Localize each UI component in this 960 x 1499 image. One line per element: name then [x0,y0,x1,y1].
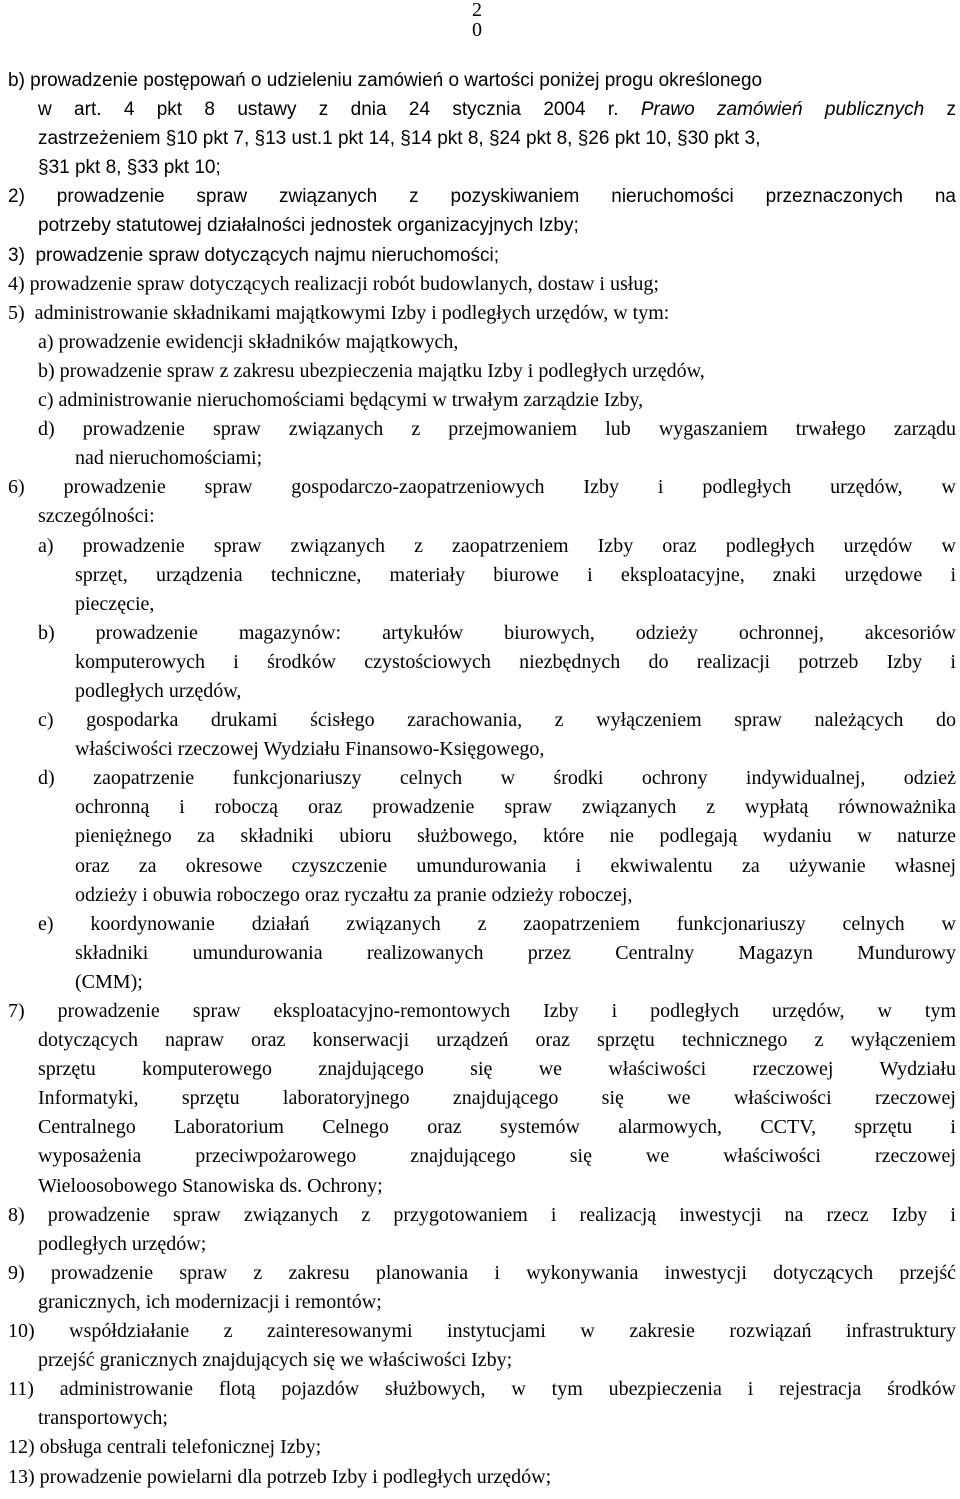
text-line: §31 pkt 8, §33 pkt 10; [38,157,221,179]
text-line: składniki umundurowania realizowanych przez Centralny Magazyn Mundurowy [75,941,956,964]
page-number [470,0,484,40]
text-line: właściwości rzeczowej Wydziału Finansowo-Księgowego, [75,738,545,761]
text-line: sprzęt, urządzenia techniczne, materiały biurowe i eksploatacyjne, znaki urzędowe i [75,563,956,586]
text-line: nad nieruchomościami; [75,447,263,470]
text-line: szczególności: [38,505,155,528]
text-segment: z [924,99,956,121]
text-line: e) koordynowanie działań związanych z zaopatrzeniem funkcjonariuszy celnych w [38,912,956,935]
text-line: 4) prowadzenie spraw dotyczących realizacji robót budowlanych, dostaw i usług; [8,272,659,295]
text-line: d) zaopatrzenie funkcjonariuszy celnych w środki ochrony indywidualnej, odzież [38,767,956,790]
text-line: b) prowadzenie spraw z zakresu ubezpieczenia majątku Izby i podległych urzędów, [38,359,705,382]
text-line: b) prowadzenie postępowań o udzieleniu zamówień o wartości poniżej progu określonego [8,70,763,91]
text-line: wyposażenia przeciwpożarowego znajdującego się we właściwości rzeczowej [38,1145,956,1168]
page-number-digit-1: 2 [472,0,482,21]
text-line: 8) prowadzenie spraw związanych z przygotowaniem i realizacją inwestycji na rzecz Izby i [8,1203,956,1226]
text-line: b) prowadzenie magazynów: artykułów biurowych, odzieży ochronnej, akcesoriów [38,621,956,644]
text-line: Informatyki, sprzętu laboratoryjnego znajdującego się we właściwości rzeczowej [38,1087,956,1110]
text-line: 9) prowadzenie spraw z zakresu planowania i wykonywania inwestycji dotyczących przejść [8,1261,956,1284]
text-line: 5) administrowanie składnikami majątkowymi Izby i podległych urzędów, w tym: [8,301,670,324]
text-line: transportowych; [38,1407,168,1430]
text-line: (CMM); [75,970,143,993]
text-line: d) prowadzenie spraw związanych z przejmowaniem lub wygaszaniem trwałego zarządu [38,418,956,441]
text-line: 13) prowadzenie powielarni dla potrzeb Izby i podległych urzędów; [8,1465,552,1488]
text-line: 7) prowadzenie spraw eksploatacyjno-remontowych Izby i podległych urzędów, w tym [8,1000,956,1022]
text-line: sprzętu komputerowego znajdującego się we właściwości rzeczowej Wydziału [38,1058,956,1081]
italic-title: Prawo zamówień publicznych [640,99,925,121]
text-line: a) prowadzenie ewidencji składników majątkowych, [38,330,459,353]
text-line: granicznych, ich modernizacji i remontów; [38,1290,382,1313]
text-line: 11) administrowanie flotą pojazdów służbowych, w tym ubezpieczenia i rejestracja środków [8,1378,956,1401]
text-line: oraz za okresowe czyszczenie umundurowania i ekwiwalentu za używanie własnej [75,854,956,877]
text-line: Centralnego Laboratorium Celnego oraz systemów alarmowych, CCTV, sprzętu i [38,1116,956,1139]
text-line: pieniężnego za składniki ubioru służbowego, które nie podlegają wydaniu w naturze [75,825,956,848]
text-line: komputerowych i środków czystościowych niezbędnych do realizacji potrzeb Izby i [75,650,956,673]
text-line: c) administrowanie nieruchomościami będącymi w trwałym zarządzie Izby, [38,389,644,412]
text-line: a) prowadzenie spraw związanych z zaopatrzeniem Izby oraz podległych urzędów w [38,534,956,557]
text-line: 2) prowadzenie spraw związanych z pozyskiwaniem nieruchomości przeznaczonych na [8,186,956,208]
text-line: dotyczących napraw oraz konserwacji urządzeń oraz sprzętu technicznego z wyłączeniem [38,1029,956,1052]
text-line: 6) prowadzenie spraw gospodarczo-zaopatrzeniowych Izby i podległych urzędów, w [8,476,956,499]
text-line: przejść granicznych znajdujących się we właściwości Izby; [38,1349,513,1372]
document-body [8,66,956,1492]
text-line: ochronną i roboczą oraz prowadzenie spraw związanych z wypłatą równoważnika [75,796,956,819]
text-line: Wieloosobowego Stanowiska ds. Ochrony; [38,1174,383,1197]
text-line: 3) prowadzenie spraw dotyczących najmu nieruchomości; [8,244,500,266]
text-line: odzieży i obuwia roboczego oraz ryczałtu za pranie odzieży roboczej, [75,883,633,906]
text-line: podległych urzędów; [38,1232,207,1255]
text-line: 10) współdziałanie z zainteresowanymi instytucjami w zakresie rozwiązań infrastruktury [8,1320,956,1343]
text-segment: w art. 4 pkt 8 ustawy z dnia 24 stycznia 2004 r. [38,99,641,121]
text-line: c) gospodarka drukami ścisłego zarachowania, z wyłączeniem spraw należących do [38,709,956,732]
page-number-digit-2: 0 [472,19,482,41]
text-line [8,95,956,124]
text-line: potrzeby statutowej działalności jednostek organizacyjnych Izby; [38,215,579,237]
text-line: 12) obsługa centrali telefonicznej Izby; [8,1436,322,1459]
text-line: pieczęcie, [75,592,155,615]
text-line: podległych urzędów, [75,679,242,702]
text-line: zastrzeżeniem §10 pkt 7, §13 ust.1 pkt 14, §14 pkt 8, §24 pkt 8, §26 pkt 10, §30 pkt 3, [38,128,761,150]
